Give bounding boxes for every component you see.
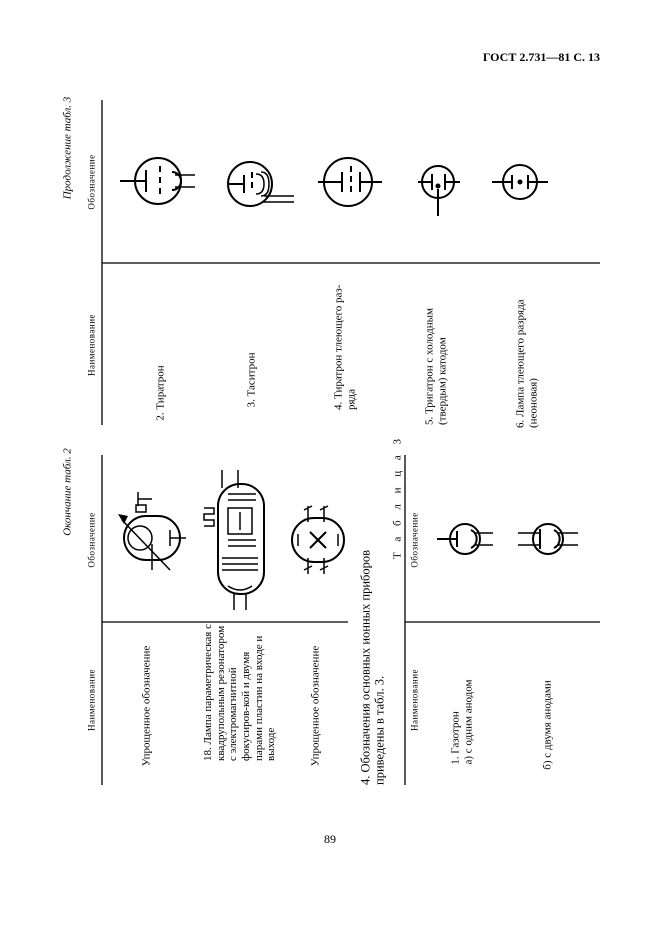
upper-row-glow-thyratron-label: 4. Тиратрон тлеющего раз-ряда — [332, 284, 357, 410]
table3-col-name-header: Наименование — [409, 668, 420, 732]
upper-row-trigatron-label: 5. Тригатрон с холодным (твердым) катодом — [423, 308, 448, 425]
page-number: 89 — [324, 832, 336, 846]
lower-row-simplified2-label: Упрощенное обозначение — [309, 645, 322, 767]
table3-col-symbol-header: Обозначение — [409, 512, 420, 568]
thyratron-icon — [120, 150, 200, 215]
table3-caption: Т а б л и ц а 3 — [391, 434, 404, 560]
trigatron-icon — [418, 160, 462, 220]
lower-col-name-header: Наименование — [86, 668, 97, 732]
upper-table-caption: Продолжение табл. 3 — [61, 96, 74, 200]
upper-row-neon-lamp-label: 6. Лампа тлеющего разряда (неоновая) — [514, 299, 539, 428]
table3-row-two-anodes-label: б) с двумя анодами — [541, 680, 554, 770]
simplified-tube-icon — [112, 488, 192, 578]
upper-col-name-header: Наименование — [86, 313, 97, 377]
lower-col-symbol-header: Обозначение — [86, 512, 97, 568]
upper-row-thyratron-label: 2. Тиратрон — [154, 365, 167, 421]
table3-row-gasotron-label: 1. Газотрон — [449, 711, 462, 765]
lower-row-parametric-label: 18. Лампа параметрическая с квадрупольным резонатором с электромагнитной фокусиров-кой и двумя парами пластин на входе и выходе — [202, 624, 278, 761]
gasotron-two-anodes-icon — [518, 520, 580, 560]
glow-thyratron-icon — [318, 150, 384, 210]
table3-row-one-anode-label: а) с одним анодом — [462, 679, 475, 765]
upper-row-tacitron-label: 3. Таситрон — [245, 352, 258, 408]
section-4-text: 4. Обозначения основных ионных приборов приведены в табл. 3. — [358, 549, 387, 785]
lower-row-simplified-label: Упрощенное обозначение — [140, 645, 153, 767]
tacitron-icon — [228, 152, 298, 212]
standard-header: ГОСТ 2.731—81 С. 13 — [482, 50, 600, 64]
lower-table-caption: Окончание табл. 2 — [61, 448, 74, 536]
upper-col-symbol-header: Обозначение — [86, 154, 97, 210]
simplified-parametric-icon — [284, 502, 350, 576]
neon-lamp-icon — [490, 162, 550, 202]
gasotron-one-anode-icon — [437, 520, 497, 560]
parametric-lamp-icon — [198, 468, 272, 613]
